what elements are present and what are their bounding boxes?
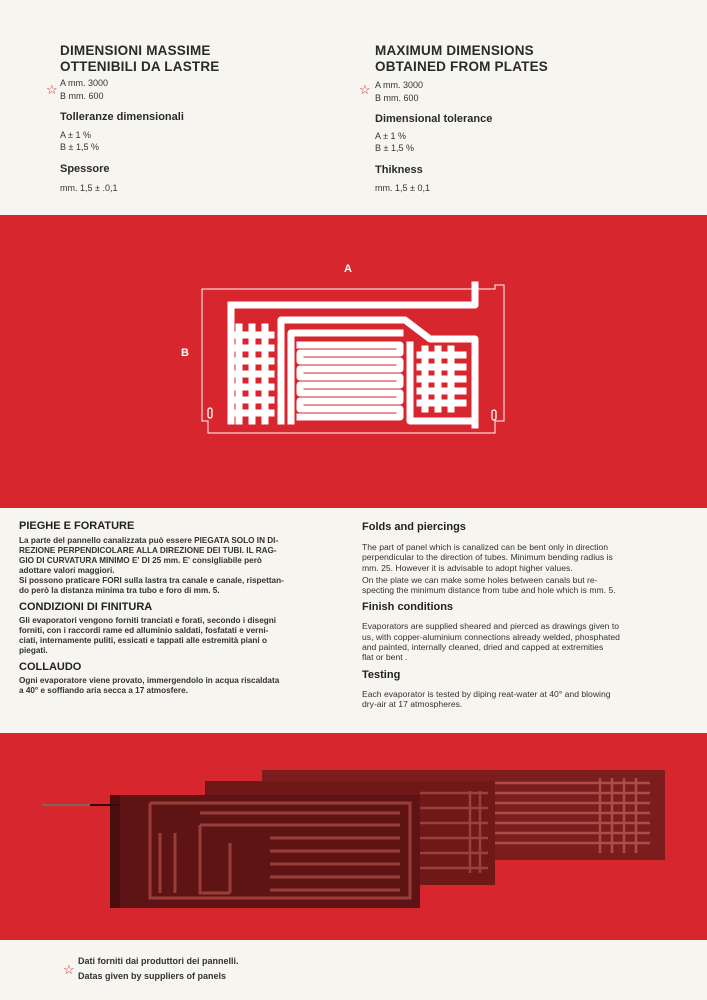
text-line: La parte del pannello canalizzata può essere PIEGATA SOLO IN DI- — [19, 536, 279, 545]
italian-thickness-value: mm. 1,5 ± .0,1 — [60, 183, 118, 193]
english-thickness-title: Thikness — [375, 164, 423, 176]
text-line: ciati, internamente puliti, essicati e tappati alle estremità piani o — [19, 636, 267, 645]
italian-tolerance-title: Tolleranze dimensionali — [60, 111, 184, 123]
footer-line-english: Datas given by suppliers of panels — [78, 971, 227, 981]
dimension-label-a: A — [344, 263, 352, 275]
text-line: Ogni evaporatore viene provato, immergendolo in acqua riscaldata — [19, 676, 280, 685]
section-title: Testing — [362, 668, 401, 681]
italian-dim-b: B mm. 600 — [60, 91, 104, 101]
star-icon: ☆ — [63, 962, 75, 977]
text-line: dry-air at 17 atmospheres. — [362, 698, 463, 709]
text-line: flat or bent . — [362, 652, 408, 663]
text-line: Si possono praticare FORI sulla lastra tra canale e canale, rispettan- — [19, 576, 284, 585]
section-title: COLLAUDO — [19, 661, 82, 673]
text-line: specting the minimum distance from tube and hole which is mm. 5. — [362, 585, 616, 596]
footer-line-italian: Dati forniti dai produttori dei pannelli. — [78, 956, 239, 966]
text-line: mm. 25. However it is advisable to adopt higher values. — [362, 562, 573, 573]
text-line: piegati. — [19, 646, 48, 655]
english-tolerance-title: Dimensional tolerance — [375, 113, 493, 125]
panel-diagram — [195, 275, 515, 440]
section-title: Finish conditions — [362, 601, 454, 614]
text-line: Each evaporator is tested by diping reat-water at 40° and blowing — [362, 688, 611, 699]
star-icon: ☆ — [46, 82, 58, 97]
section-body — [19, 676, 349, 696]
english-thickness-value: mm. 1,5 ± 0,1 — [375, 183, 430, 193]
section-body — [19, 616, 349, 656]
english-dim-a: A mm. 3000 — [375, 80, 424, 90]
text-line: REZIONE PERPENDICOLARE ALLA DIREZIONE DEI TUBI. IL RAG- — [19, 546, 277, 555]
italian-thickness-title: Spessore — [60, 163, 110, 175]
english-title-line1: MAXIMUM DIMENSIONS — [375, 43, 534, 58]
english-tol-a: A ± 1 % — [375, 131, 406, 141]
section-title: CONDIZIONI DI FINITURA — [19, 601, 153, 613]
section-body — [362, 621, 697, 662]
text-line: and painted, internally cleaned, dried and capped at extremities — [362, 642, 604, 653]
italian-tol-a: A ± 1 % — [60, 130, 91, 140]
text-line: Gli evaporatori vengono forniti tranciati e forati, secondo i disegni — [19, 616, 277, 625]
italian-tol-b: B ± 1,5 % — [60, 142, 99, 152]
text-line: adottare valori maggiori. — [19, 566, 115, 575]
star-icon: ☆ — [359, 82, 371, 97]
section-body — [362, 689, 697, 710]
diagram-band — [0, 215, 707, 508]
dimension-label-b: B — [181, 347, 189, 359]
section-body — [362, 542, 697, 595]
text-line: us, with copper-aluminium connections already welded, phosphated — [362, 631, 620, 642]
section-title: PIEGHE E FORATURE — [19, 520, 135, 532]
english-dim-b: B mm. 600 — [375, 93, 419, 103]
text-line: GIO DI CURVATURA MINIMO E' DI 25 mm. E' consigliabile però — [19, 556, 262, 565]
text-line: a 40° e soffiando aria secca a 17 atmosfere. — [19, 686, 188, 695]
photo-band — [0, 733, 707, 940]
italian-dim-a: A mm. 3000 — [60, 78, 109, 88]
english-sections — [362, 521, 697, 709]
section-title: Folds and piercings — [362, 521, 466, 533]
italian-sections — [19, 520, 349, 696]
text-line: The part of panel which is canalized can be bent only in direction — [362, 542, 609, 552]
text-line: Evaporators are supplied sheared and pierced as drawings given to — [362, 621, 620, 632]
italian-title-line2: OTTENIBILI DA LASTRE — [60, 59, 220, 74]
english-tol-b: B ± 1,5 % — [375, 143, 414, 153]
section-body — [19, 536, 349, 596]
evaporator-panels-photo — [0, 733, 707, 940]
text-line: On the plate we can make some holes between canals but re- — [362, 574, 598, 585]
text-line: perpendicular to the direction of tubes. Minimum bending radius is — [362, 552, 613, 563]
english-title-line2: OBTAINED FROM PLATES — [375, 59, 548, 74]
text-line: do però la distanza minima tra tubo e foro di mm. 5. — [19, 586, 220, 595]
italian-title-line1: DIMENSIONI MASSIME — [60, 43, 211, 58]
text-line: forniti, con i raccordi rame ed alluminio saldati, fosfatati e verni- — [19, 626, 269, 635]
